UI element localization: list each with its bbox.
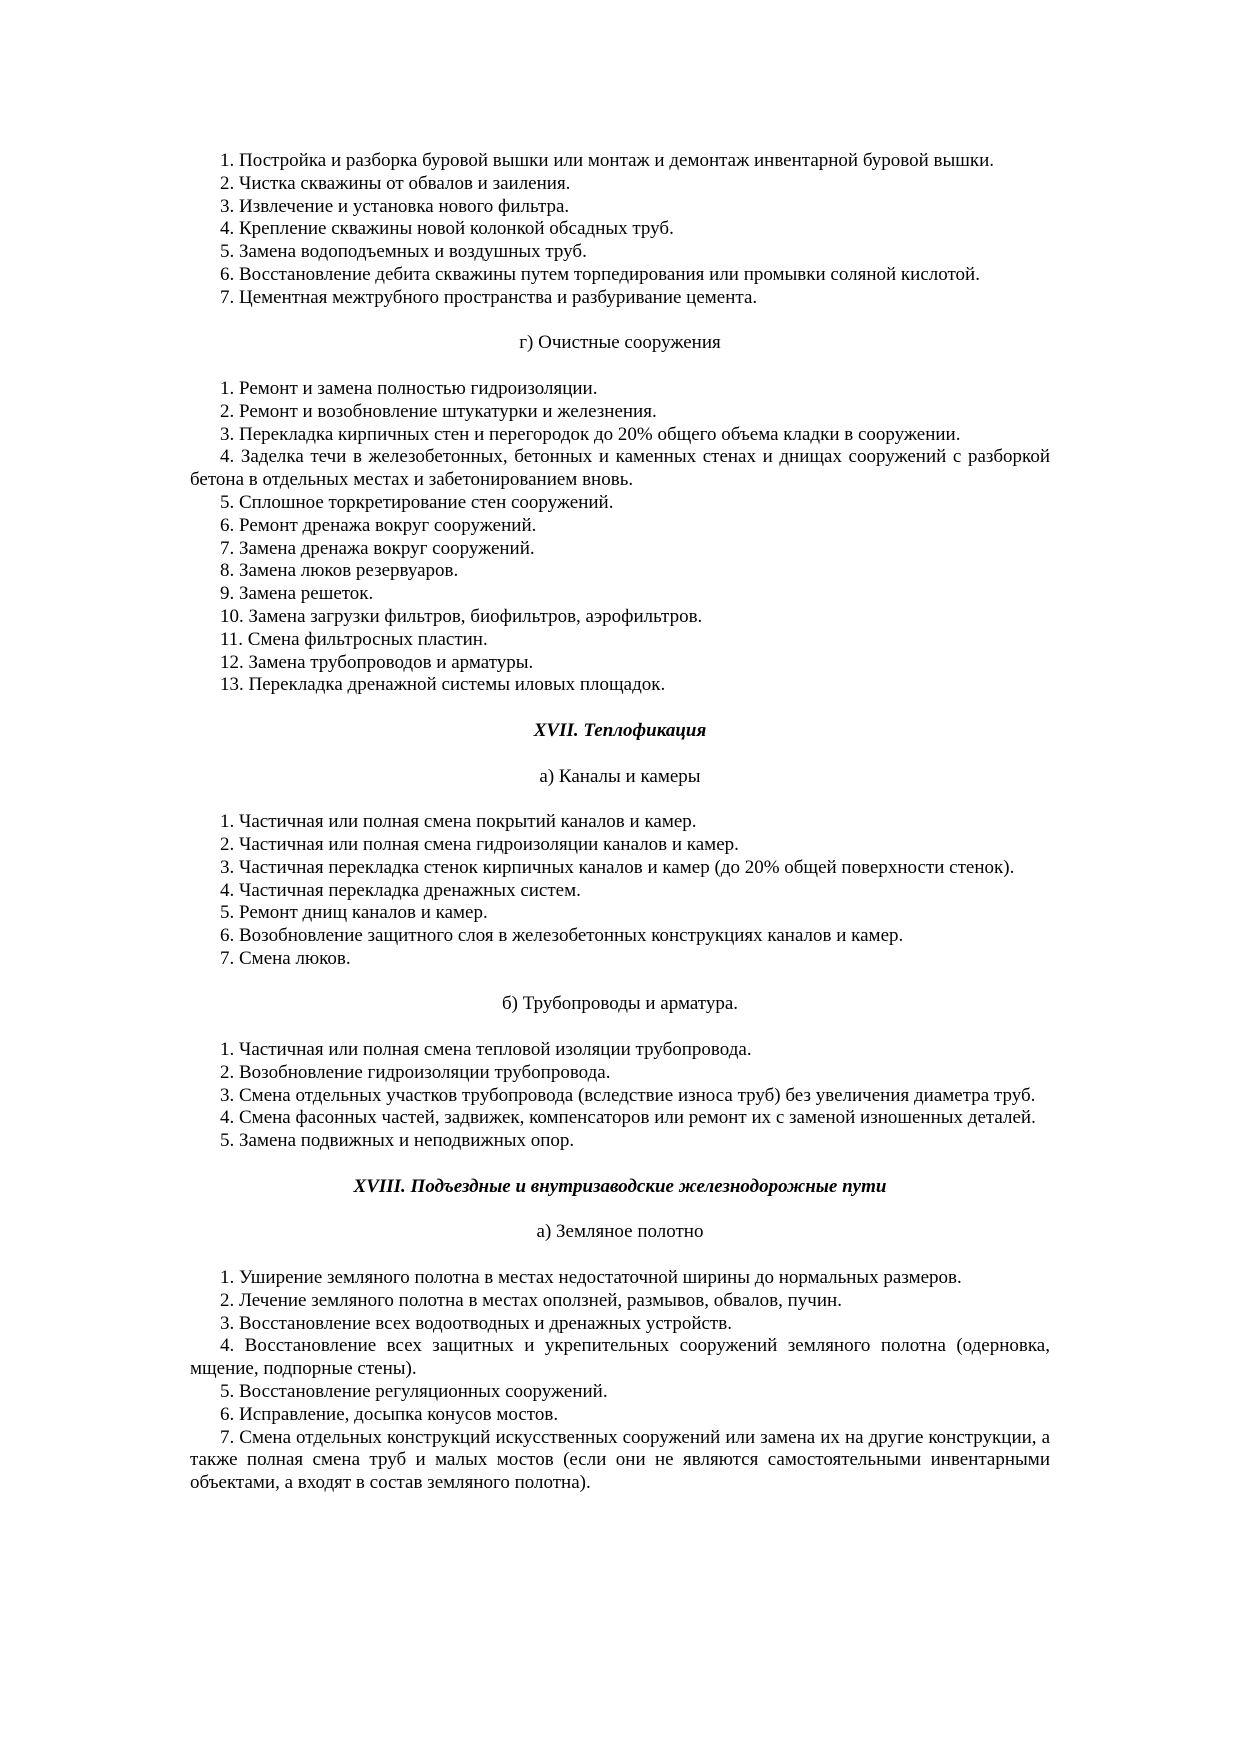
section-wells <box>190 150 1050 310</box>
subsection-heading: а) Каналы и камеры <box>539 765 701 787</box>
list-item: 4. Заделка течи в железобетонных, бетонных и каменных стенах и днищах сооружений с разборкой бетона в отдельных местах и забетонированием вновь. <box>190 446 1050 491</box>
list-item: 4. Восстановление всех защитных и укрепительных сооружений земляного полотна (одерновка, мщение, подпорные стены). <box>190 1335 1050 1380</box>
section-subgrade <box>190 1221 1050 1495</box>
list-item: 7. Цементная межтрубного пространства и разбуривание цемента. <box>220 286 758 308</box>
subsection-heading: г) Очистные сооружения <box>519 332 721 354</box>
list-item: 11. Смена фильтросных пластин. <box>220 628 488 650</box>
list-item: 6. Возобновление защитного слоя в железобетонных конструкциях каналов и камер. <box>220 925 904 947</box>
list-item: 6. Восстановление дебита скважины путем торпедирования или промывки соляной кислотой. <box>220 263 980 285</box>
list-item: 4. Крепление скважины новой колонкой обсадных труб. <box>220 218 674 240</box>
subsection-heading: а) Земляное полотно <box>536 1221 704 1243</box>
list-item: 5. Восстановление регуляционных сооружений. <box>220 1381 608 1403</box>
subsection-heading: б) Трубопроводы и арматура. <box>501 993 739 1015</box>
list-item: 2. Чистка скважины от обвалов и заиления. <box>220 172 571 194</box>
list-item: 1. Уширение земляного полотна в местах недостаточной ширины до нормальных размеров. <box>220 1267 962 1289</box>
list-item: 1. Частичная или полная смена покрытий каналов и камер. <box>220 811 697 833</box>
list-item: 13. Перекладка дренажной системы иловых площадок. <box>220 674 666 696</box>
chapter-heading: XVIII. Подъездные и внутризаводские железнодорожные пути <box>353 1175 887 1197</box>
list-item: 3. Смена отдельных участков трубопровода (вследствие износа труб) без увеличения диаметра труб. <box>220 1084 1036 1106</box>
list-item: 7. Смена отдельных конструкций искусственных сооружений или замена их на другие конструкции, а также полная смена труб и малых мостов (если они не являются самостоятельными инвентарными объектами, а входят в состав земляного полотна). <box>190 1426 1050 1494</box>
list-item: 5. Сплошное торкретирование стен сооружений. <box>220 491 614 513</box>
list-item: 7. Замена дренажа вокруг сооружений. <box>220 537 535 559</box>
list-item: 6. Исправление, досыпка конусов мостов. <box>220 1403 559 1425</box>
section-heat-supply <box>190 720 1050 743</box>
list-item: 5. Замена водоподъемных и воздушных труб. <box>220 241 587 263</box>
list-item: 5. Ремонт днищ каналов и камер. <box>220 902 488 924</box>
list-item: 2. Лечение земляного полотна в местах оползней, размывов, обвалов, пучин. <box>220 1289 842 1311</box>
list-item: 2. Ремонт и возобновление штукатурки и железнения. <box>220 400 657 422</box>
list-item: 1. Ремонт и замена полностью гидроизоляции. <box>220 377 598 399</box>
chapter-heading: XVII. Теплофикация <box>533 719 707 741</box>
section-pipelines-fittings <box>190 993 1050 1153</box>
list-item: 1. Постройка и разборка буровой вышки или монтаж и демонтаж инвентарной буровой вышки. <box>220 150 995 171</box>
list-item: 7. Смена люков. <box>220 947 351 969</box>
list-item: 9. Замена решеток. <box>220 583 374 605</box>
section-railway-tracks <box>190 1176 1050 1199</box>
list-item: 4. Смена фасонных частей, задвижек, компенсаторов или ремонт их с заменой изношенных деталей. <box>220 1107 1036 1129</box>
section-channels-chambers <box>190 766 1050 971</box>
list-item: 10. Замена загрузки фильтров, биофильтров, аэрофильтров. <box>220 605 703 627</box>
document-page <box>190 150 1050 1495</box>
list-item: 4. Частичная перекладка дренажных систем. <box>220 879 581 901</box>
list-item: 1. Частичная или полная смена тепловой изоляции трубопровода. <box>220 1039 752 1061</box>
list-item: 2. Возобновление гидроизоляции трубопровода. <box>220 1061 611 1083</box>
section-treatment-facilities <box>190 332 1050 697</box>
list-item: 3. Извлечение и установка нового фильтра. <box>220 195 570 217</box>
list-item: 2. Частичная или полная смена гидроизоляции каналов и камер. <box>220 833 739 855</box>
list-item: 6. Ремонт дренажа вокруг сооружений. <box>220 514 537 536</box>
list-item: 3. Перекладка кирпичных стен и перегородок до 20% общего объема кладки в сооружении. <box>220 423 961 445</box>
list-item: 12. Замена трубопроводов и арматуры. <box>220 651 534 673</box>
list-item: 3. Частичная перекладка стенок кирпичных каналов и камер (до 20% общей поверхности стенок). <box>220 856 1015 878</box>
list-item: 5. Замена подвижных и неподвижных опор. <box>220 1130 575 1152</box>
list-item: 3. Восстановление всех водоотводных и дренажных устройств. <box>220 1312 732 1334</box>
list-item: 8. Замена люков резервуаров. <box>220 560 459 582</box>
